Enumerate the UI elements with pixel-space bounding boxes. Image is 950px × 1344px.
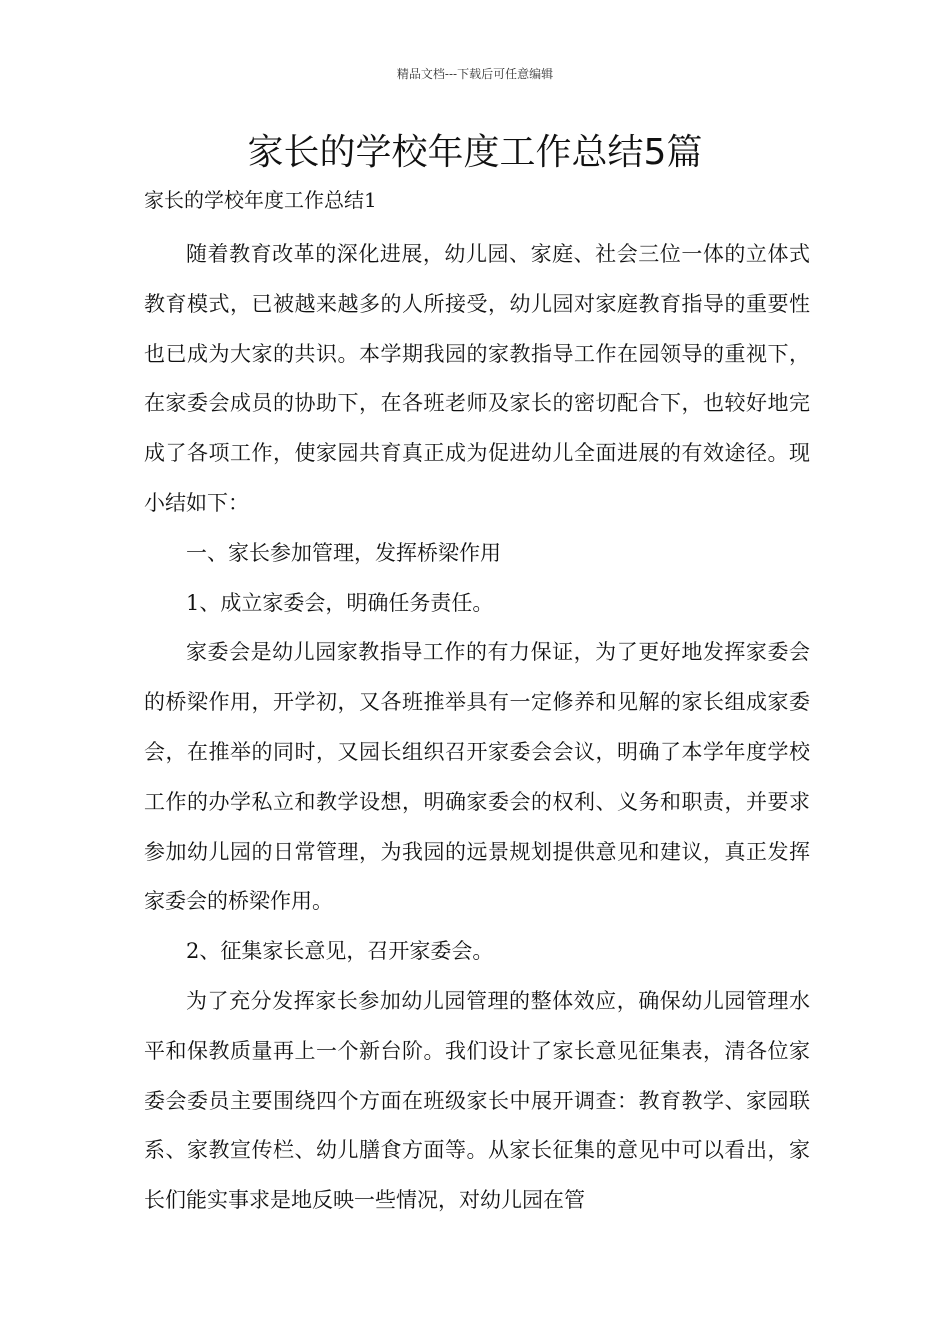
- section-heading-1: 一、家长参加管理，发挥桥梁作用: [186, 540, 501, 565]
- paragraph-committee: 家委会是幼儿园家教指导工作的有力保证，为了更好地发挥家委会的桥梁作用，开学初，又各班推举具有一定修养和见解的家长组成家委会，在推举的同时，又园长组织召开家委会会议，明确了本学年度学校工作的办学私立和教学设想，明确家委会的权利、义务和职责，并要求参加幼儿园的日常管理，为我园的远景规划提供意见和建议，真正发挥家委会的桥梁作用。: [144, 640, 810, 914]
- header-note: 精品文档---下载后可任意编辑: [396, 67, 554, 81]
- subheading-1: 1、成立家委会，明确任务责任。: [186, 590, 494, 615]
- paragraph-intro: 随着教育改革的深化进展，幼儿园、家庭、社会三位一体的立体式教育模式，已被越来越多的人所接受，幼儿园对家庭教育指导的重要性也已成为大家的共识。本学期我园的家教指导工作在园领导的重视下，在家委会成员的协助下，在各班老师及家长的密切配合下，也较好地完成了各项工作，使家园共育真正成为促进幼儿全面进展的有效途径。现小结如下：: [144, 242, 810, 515]
- paragraph-survey: 为了充分发挥家长参加幼儿园管理的整体效应，确保幼儿园管理水平和保教质量再上一个新台阶。我们设计了家长意见征集表，清各位家委会委员主要围绕四个方面在班级家长中展开调查：教育教学、家园联系、家教宣传栏、幼儿膳食方面等。从家长征集的意见中可以看出，家长们能实事求是地反映一些情况，对幼儿园在管: [144, 988, 810, 1213]
- document-body: [144, 230, 810, 1226]
- document-title: 家长的学校年度工作总结5篇: [247, 132, 703, 173]
- section-heading: 家长的学校年度工作总结1: [144, 188, 377, 212]
- subheading-2: 2、征集家长意见，召开家委会。: [186, 939, 494, 964]
